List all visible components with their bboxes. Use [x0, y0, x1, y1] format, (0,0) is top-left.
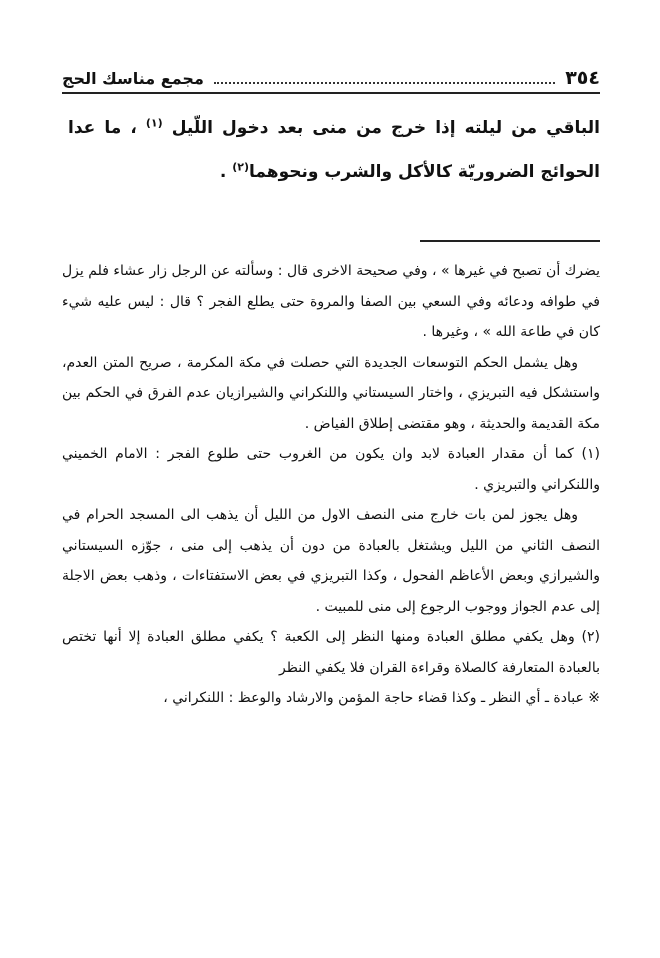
main-text	[68, 106, 600, 194]
footnotes	[62, 256, 600, 714]
main-paragraph	[68, 106, 600, 194]
footnote-ref-1: (١)	[145, 116, 163, 130]
running-header	[62, 58, 600, 94]
footnote-separator	[420, 240, 600, 242]
footnote-ref-2: (٢)	[232, 160, 249, 174]
main-text-part3: .	[219, 162, 227, 182]
footnote-1-part-2: وهل يجوز لمن بات خارج منى النصف الاول من الليل أن يذهب الى المسجد الحرام في النصف الثاني من الليل ويشتغل بالعبادة من دون أن يذهب إلى منى ، جوّزه السيستاني والشيرازي وبعض الأعاظم الفحول ، وكذا التبريزي في بعض الاستفتاءات ، وذهب بعض الاجلة إلى عدم الجواز ووجوب الرجوع إلى منى للمبيت .	[62, 507, 600, 615]
main-text-part2: ، ما عدا الحوائج الضروريّة كالأكل والشرب ونحوهما	[68, 118, 600, 182]
footnote-2-continuation: ※ عبادة ـ أي النظر ـ وكذا قضاء حاجة المؤمن والارشاد والوعظ : اللنكراني ،	[163, 690, 600, 706]
page-number: ٣٥٤	[565, 67, 600, 89]
footnote-2: (٢) وهل يكفي مطلق العبادة ومنها النظر إلى الكعبة ؟ يكفي مطلق العبادة إلا أنها تختص بالعبادة المتعارفة كالصلاة وقراءة القران فلا يكفي النظر	[62, 629, 600, 676]
main-text-part1: الباقي من ليلته إذا خرج من منى بعد دخول اللّيل	[171, 118, 600, 138]
footnote-continuation-2: وهل يشمل الحكم التوسعات الجديدة التي حصلت في مكة المكرمة ، صريح المتن العدم، واستشكل فيه التبريزي ، واختار السيستاني واللنكراني والشيرازيان عدم الفرق في الحكم بين مكة القديمة والحديثة ، وهو مقتضى إطلاق الفياض .	[62, 354, 600, 432]
footnote-1: (١) كما أن مقدار العبادة لابد وان يكون من الغروب حتى طلوع الفجر : الامام الخميني واللنكراني والتبريزي .	[62, 446, 600, 493]
footnote-continuation: يضرك أن تصبح في غيرها » ، وفي صحيحة الاخرى قال : وسألته عن الرجل زار عشاء فلم يزل في طوافه ودعائه وفي السعي بين الصفا والمروة حتى يطلع الفجر ؟ قال : ليس عليه شيء كان في طاعة الله » ، وغيرها .	[62, 263, 600, 340]
running-title: مجمع مناسك الحج	[62, 69, 204, 88]
dotted-leader	[214, 82, 555, 84]
